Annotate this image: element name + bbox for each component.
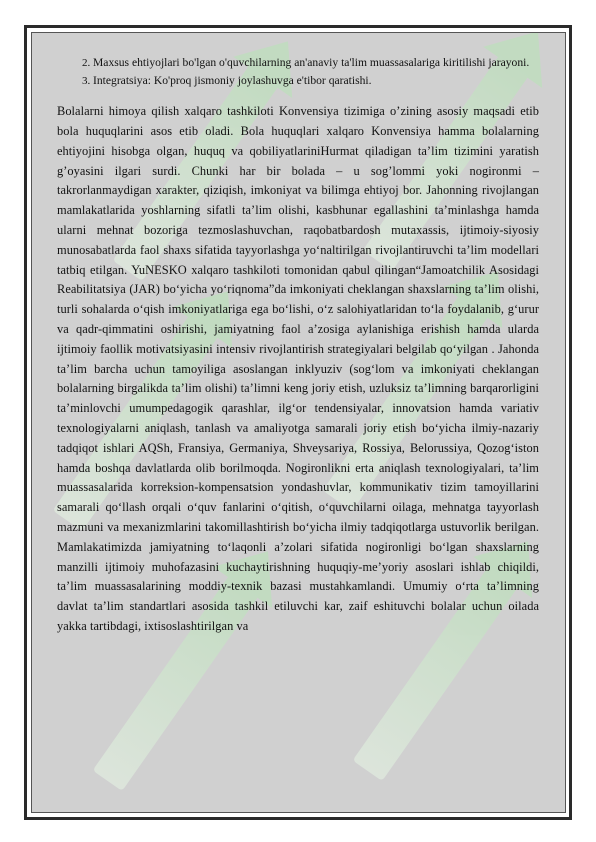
numbered-list: [57, 55, 539, 88]
list-item: 3. Integratsiya: Ko'proq jismoniy joylashuvga e'tibor qaratishi.: [93, 73, 539, 89]
body-paragraph: Bolalarni himoya qilish xalqaro tashkiloti Konvensiya tizimiga o’zining asosiy maqsadi etib bola huquqlarini asos etib oladi. Bola huquqlari xalqaro Konvensiya hamma bolalarning ehtiyojini hisobga olgan, huquq va qobiliyatlariniHurmat qiladigan ta’lim tizimini yaratish g’oyasini ilgari surdi. Chunki har bir bolada – u sog’lommi yoki nogironmi – takrorlanmaydigan xarakter, qiziqish, imkoniyat va bilimga ehtiyoj bor. Jahonning rivojlangan mamlakatlarida yoshlarning sifatli ta’lim olishi, kasbhunar egallashini ta’minlashga hamda ularni mehnat bozoriga tezmoslashuvchan, raqobatbardosh mutaxassis, ijtimoiy-siyosiy munosabatlarda faol shaxs sifatida tayyorlashga yo‘naltirilgan rivojlantiruvchi ta’lim modellari tatbiq etilgan. YuNESKO xalqaro tashkiloti tomonidan qabul qilingan“Jamoatchilik Asosidagi Reabilitatsiya (JAR) bo‘yicha yo‘riqnoma”da imkoniyati cheklangan shaxslarning ta’lim olishi, turli sohalarda o‘qish imkoniyatlariga ega bo‘lishi, o‘z salohiyatlaridan to‘la foydalanib, g‘urur va qadr-qimmatini oshirishi, jamiyatning faol a’zosiga aylanishiga erishish hamda ularda ijtimoiy faollik motivatsiyasini intensiv rivojlantirish strategiyalari belgilab qo‘yilgan . Jahonda ta’lim barcha uchun tamoyiliga asoslangan inklyuziv (sog‘lom va imkoniyati cheklangan bolalarning birgalikda ta’lim olishi) ta’limni keng joriy etish, uzluksiz ta’limning barqarorligini ta’minlovchi umumpedagogik qarashlar, ilg‘or tendensiyalar, innovatsion hamda variativ texnologiyalarni aniqlash, tanlash va amaliyotga samarali joriy etish bo‘yicha ilmiy-nazariy tadqiqot ishlari AQSh, Fransiya, Germaniya, Shveysariya, Rossiya, Belorussiya, Qozog‘iston hamda boshqa davlatlarda olib borilmoqda. Nogironlikni erta aniqlash texnologiyalari, ta’lim muassasalarida korreksion-kompensatsion yondashuvlar, kommunikativ tizim tamoyillarini samarali qo‘llash orqali o‘quv fanlarini o‘qitish, o‘quvchilarni oilaga, mehnatga tayyorlash mazmuni va mexanizmlarini takomillashtirish bo‘yicha ilmiy tadqiqotlarga ustuvorlik berilgan. Mamlakatimizda jamiyatning to‘laqonli a’zolari sifatida nogironligi bo‘lgan shaxslarning manzilli ijtimoiy muhofazasini kuchaytirishning huquqiy-me’yoriy asoslari ishlab chiqildi, ta’lim muassasalarining moddiy-texnik bazasi mustahkamlandi. Umumiy o‘rta ta’limning davlat ta’lim standartlari asosida tashkil etiluvchi kar, zaif eshituvchi bolalar uchun oilada yakka tartibdagi, ixtisoslashtirilgan va: [57, 104, 539, 633]
document-content: [57, 55, 539, 637]
list-item: 2. Maxsus ehtiyojlari bo'lgan o'quvchilarning an'anaviy ta'lim muassasalariga kiritilishi jarayoni.: [93, 55, 539, 71]
